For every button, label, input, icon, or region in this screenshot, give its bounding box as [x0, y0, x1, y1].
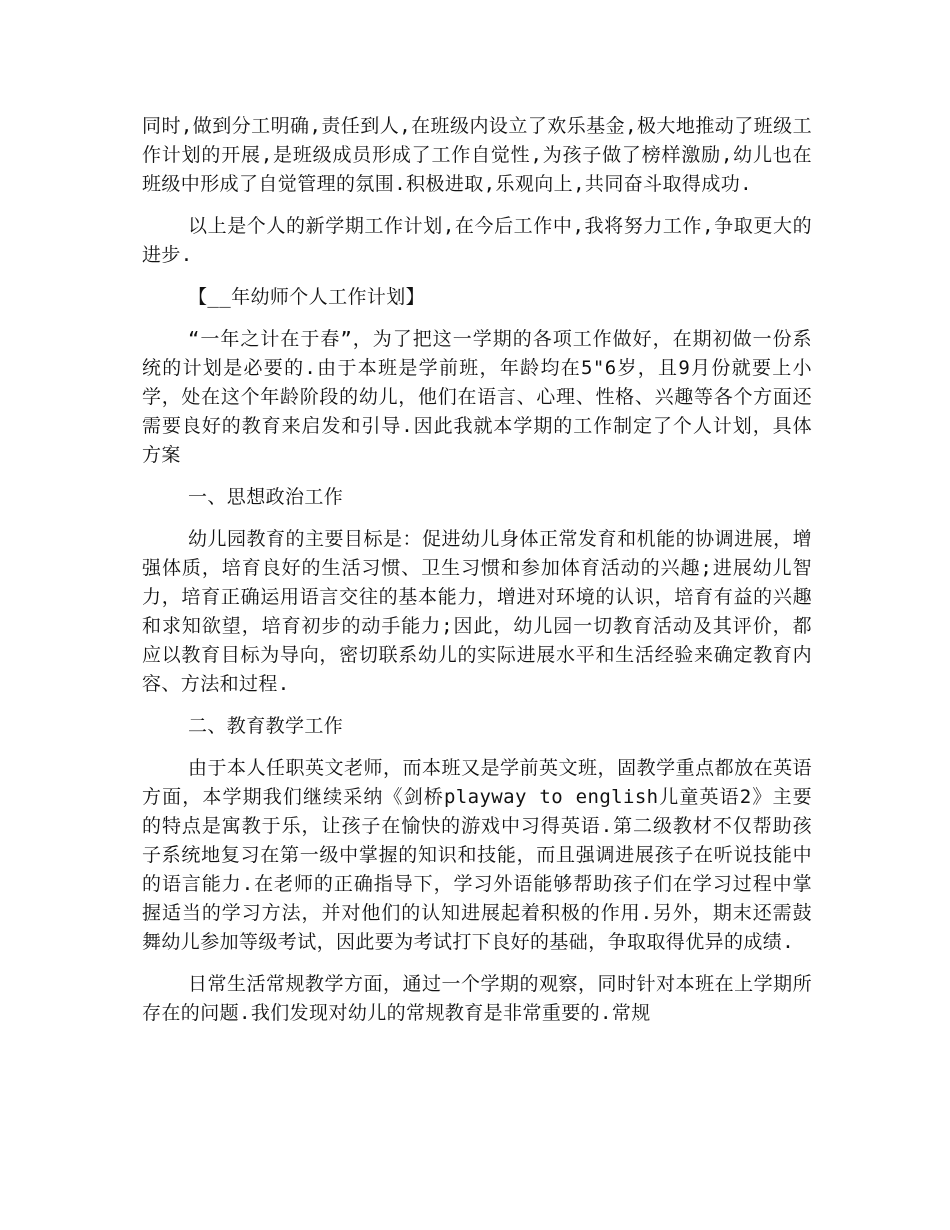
paragraph-continuation: 同时,做到分工明确,责任到人,在班级内设立了欢乐基金,极大地推动了班级工作计划的开展,是班级成员形成了工作自觉性,为孩子做了榜样激励,幼儿也在班级中形成了自觉管理的氛围.积极进取,乐观向上,共同奋斗取得成功.	[142, 115, 812, 195]
heading-political-work: 一、思想政治工作	[188, 486, 344, 508]
paragraph-intro: “一年之计在于春”，为了把这一学期的各项工作做好，在期初做一份系统的计划是必要的.由于本班是学前班，年龄均在5"6岁，且9月份就要上小学，处在这个年龄阶段的幼儿，他们在语言、心理、性格、兴趣等各个方面还需要良好的教育来启发和引导.因此我就本学期的工作制定了个人计划，具体方案	[142, 328, 812, 466]
paragraph-daily-routine: 日常生活常规教学方面，通过一个学期的观察，同时针对本班在上学期所存在的问题.我们发现对幼儿的常规教育是非常重要的.常规	[142, 973, 812, 1024]
heading-teaching-work: 二、教育教学工作	[188, 715, 344, 737]
paragraph-conclusion: 以上是个人的新学期工作计划,在今后工作中,我将努力工作,争取更大的进步.	[142, 215, 812, 266]
section-title: 【__年幼师个人工作计划】	[188, 286, 426, 308]
paragraph-education-goals: 幼儿园教育的主要目标是：促进幼儿身体正常发育和机能的协调进展，增强体质，培育良好的生活习惯、卫生习惯和参加体育活动的兴趣;进展幼儿智力，培育正确运用语言交往的基本能力，增进对环境的认识，培育有益的兴趣和求知欲望，培育初步的动手能力;因此，幼儿园一切教育活动及其评价，都应以教育目标为导向，密切联系幼儿的实际进展水平和生活经验来确定教育内容、方法和过程.	[142, 528, 812, 695]
document-body	[142, 112, 812, 1041]
paragraph-english-teaching: 由于本人任职英文老师，而本班又是学前英文班，固教学重点都放在英语方面，本学期我们继续采纳《剑桥playway to english儿童英语2》主要的特点是寓教于乐，让孩子在愉快的游戏中习得英语.第二级教材不仅帮助孩子系统地复习在第一级中掌握的知识和技能，而且强调进展孩子在听说技能中的语言能力.在老师的正确指导下，学习外语能够帮助孩子们在学习过程中掌握适当的学习方法，并对他们的认知进展起着积极的作用.另外，期末还需鼓舞幼儿参加等级考试，因此要为考试打下良好的基础，争取取得优异的成绩.	[142, 757, 812, 953]
